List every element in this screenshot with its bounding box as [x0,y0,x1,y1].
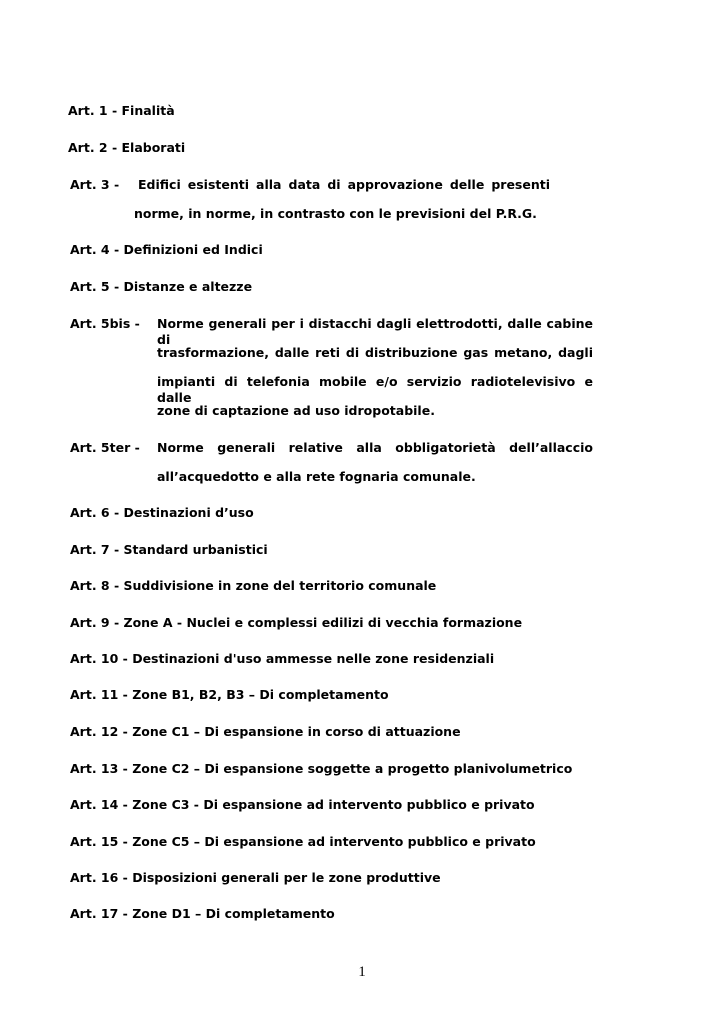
toc-entry-art-5: Art. 5 - Distanze e altezze [70,279,253,294]
toc-entry-art-14: Art. 14 - Zone C3 - Di espansione ad intervento pubblico e privato [70,797,535,812]
toc-entry-art-7: Art. 7 - Standard urbanistici [70,542,268,557]
toc-entry-art-1: Art. 1 - Finalità [68,103,175,118]
toc-entry-art-11: Art. 11 - Zone B1, B2, B3 – Di completamento [70,687,389,702]
toc-entry-art-4: Art. 4 - Definizioni ed Indici [70,242,263,257]
toc-entry-art-3-line-1: Edifici esistenti alla data di approvazione delle presenti [138,177,550,192]
toc-entry-art-3-line-2: norme, in norme, in contrasto con le previsioni del P.R.G. [134,206,537,221]
toc-entry-art-5bis-line-1: Norme generali per i distacchi dagli elettrodotti, dalle cabine di [157,316,593,347]
toc-entry-art-8: Art. 8 - Suddivisione in zone del territorio comunale [70,578,437,593]
toc-entry-art-15: Art. 15 - Zone C5 – Di espansione ad intervento pubblico e privato [70,834,536,849]
toc-entry-art-10: Art. 10 - Destinazioni d'uso ammesse nelle zone residenziali [70,651,495,666]
toc-entry-art-5ter-line-1: Norme generali relative alla obbligatorietà dell’allaccio [157,440,593,455]
toc-entry-art-13: Art. 13 - Zone C2 – Di espansione soggette a progetto planivolumetrico [70,761,573,776]
toc-entry-art-6: Art. 6 - Destinazioni d’uso [70,505,254,520]
toc-entry-art-5bis-line-3: impianti di telefonia mobile e/o servizio radiotelevisivo e dalle [157,374,593,405]
toc-entry-art-5ter-line-2: all’acquedotto e alla rete fognaria comunale. [157,469,476,484]
toc-entry-art-5bis-line-2: trasformazione, dalle reti di distribuzione gas metano, dagli [157,345,593,360]
toc-entry-art-12: Art. 12 - Zone C1 – Di espansione in corso di attuazione [70,724,461,739]
page-number: 1 [358,964,366,980]
toc-entry-art-5bis-prefix: Art. 5bis - [70,316,140,331]
toc-entry-art-16: Art. 16 - Disposizioni generali per le zone produttive [70,870,441,885]
toc-entry-art-9: Art. 9 - Zone A - Nuclei e complessi edilizi di vecchia formazione [70,615,523,630]
toc-entry-art-2: Art. 2 - Elaborati [68,140,186,155]
toc-entry-art-5ter-prefix: Art. 5ter - [70,440,140,455]
toc-entry-art-17: Art. 17 - Zone D1 – Di completamento [70,906,335,921]
toc-entry-art-3-prefix: Art. 3 - [70,177,120,192]
toc-entry-art-5bis-line-4: zone di captazione ad uso idropotabile. [157,403,435,418]
